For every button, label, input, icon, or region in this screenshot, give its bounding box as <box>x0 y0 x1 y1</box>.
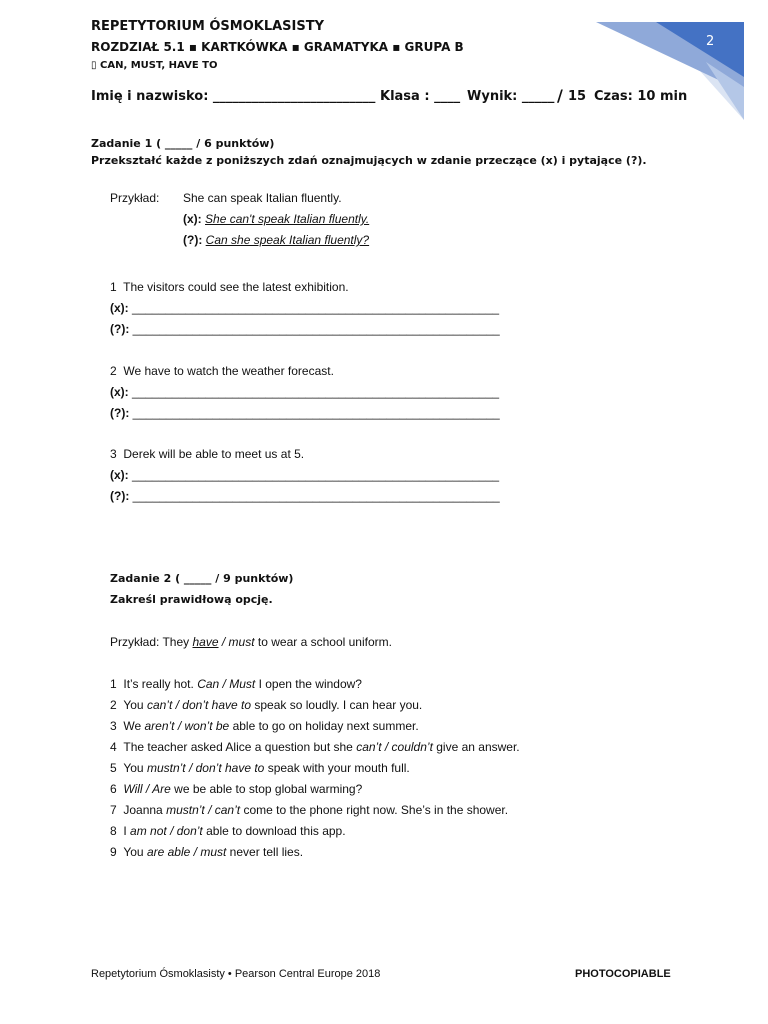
task1-instruction: Przekształć każde z poniższych zdań oznajmujących w zdanie przeczące (x) i pytające (?). <box>91 154 647 167</box>
task1-example-sentence: She can speak Italian fluently. <box>183 191 342 205</box>
result-field[interactable]: Wynik: _____ <box>467 89 555 104</box>
footer-credit: Repetytorium Ósmoklasisty • Pearson Central Europe 2018 <box>91 968 381 980</box>
option-choice[interactable]: can’t / don’t have to <box>146 698 252 712</box>
task1-item-3-negative-answer[interactable]: (x): _______________________________________________________ <box>110 468 500 482</box>
task2-example: Przykład: They have / must to wear a school uniform. <box>110 635 392 649</box>
chapter-title: ROZDZIAŁ 5.1 ▪ KARTKÓWKA ▪ GRAMATYKA ▪ GRUPA B <box>91 40 464 54</box>
question-label: (?): <box>183 233 203 247</box>
negative-label: (x): <box>183 212 202 226</box>
time-label: Czas: 10 min <box>594 89 688 104</box>
task1-example-label: Przykład: <box>110 191 160 205</box>
task2-item-6: 6 Will / Are we be able to stop global warming? <box>110 782 363 796</box>
score-slash: / <box>557 86 563 105</box>
task2-item-7: 7 Joanna mustn’t / can’t come to the phone right now. She’s in the shower. <box>110 803 509 817</box>
task1-item-3: 3 Derek will be able to meet us at 5. <box>110 447 305 461</box>
footer-photocopiable: PHOTOCOPIABLE <box>575 968 671 980</box>
corner-decoration <box>596 22 744 120</box>
task2-title: Zadanie 2 ( _____ / 9 punktów) <box>110 572 294 585</box>
task2-item-3: 3 We aren’t / won’t be able to go on holiday next summer. <box>110 719 419 733</box>
example-negative: She can't speak Italian fluently. <box>205 212 370 226</box>
task1-item-2-negative-answer[interactable]: (x): _______________________________________________________ <box>110 385 500 399</box>
example-option-correct: have <box>192 635 219 649</box>
task1-item-1: 1 The visitors could see the latest exhibition. <box>110 280 349 294</box>
task2-item-9: 9 You are able / must never tell lies. <box>110 845 304 859</box>
topic-line <box>91 60 217 71</box>
option-choice[interactable]: Can / Must <box>197 677 256 691</box>
task2-item-5: 5 You mustn’t / don’t have to speak with your mouth full. <box>110 761 410 775</box>
task2-item-8: 8 I am not / don’t able to download this app. <box>110 824 346 838</box>
option-choice[interactable]: mustn’t / can’t <box>166 803 241 817</box>
example-question: Can she speak Italian fluently? <box>205 233 370 247</box>
option-choice[interactable]: mustn’t / don’t have to <box>146 761 265 775</box>
name-field[interactable]: Imię i nazwisko: _________________________ <box>91 89 376 104</box>
task1-item-2: 2 We have to watch the weather forecast. <box>110 364 334 378</box>
option-choice[interactable]: am not / don’t <box>130 824 203 838</box>
series-title: REPETYTORIUM ÓSMOKLASISTY <box>91 19 325 34</box>
max-points: 15 <box>568 89 587 104</box>
option-choice[interactable]: aren’t / won’t be <box>144 719 230 733</box>
task2-instruction: Zakreśl prawidłową opcję. <box>110 593 273 606</box>
task2-item-2: 2 You can’t / don’t have to speak so loudly. I can hear you. <box>110 698 423 712</box>
page-number: 2 <box>706 34 715 49</box>
option-choice[interactable]: Will / Are <box>123 782 171 796</box>
topic-bullet-icon: ▯ <box>91 60 97 71</box>
task1-example-negative-row <box>183 212 369 226</box>
task1-item-3-question-answer[interactable]: (?): _______________________________________________________ <box>110 489 500 503</box>
class-field[interactable]: Klasa : ____ <box>380 89 461 104</box>
example-option-wrong: must <box>228 635 255 649</box>
task1-item-1-question-answer[interactable]: (?): _______________________________________________________ <box>110 322 500 336</box>
task1-example-question-row <box>183 233 369 247</box>
task2-item-4: 4 The teacher asked Alice a question but she can’t / couldn’t give an answer. <box>110 740 520 754</box>
topic-title: CAN, MUST, HAVE TO <box>100 60 218 71</box>
option-choice[interactable]: can’t / couldn’t <box>356 740 433 754</box>
task1-item-2-question-answer[interactable]: (?): _______________________________________________________ <box>110 406 500 420</box>
task1-title: Zadanie 1 ( _____ / 6 punktów) <box>91 137 275 150</box>
task2-item-1: 1 It’s really hot. Can / Must I open the window? <box>110 677 362 691</box>
task1-item-1-negative-answer[interactable]: (x): _______________________________________________________ <box>110 301 500 315</box>
option-choice[interactable]: are able / must <box>146 845 227 859</box>
